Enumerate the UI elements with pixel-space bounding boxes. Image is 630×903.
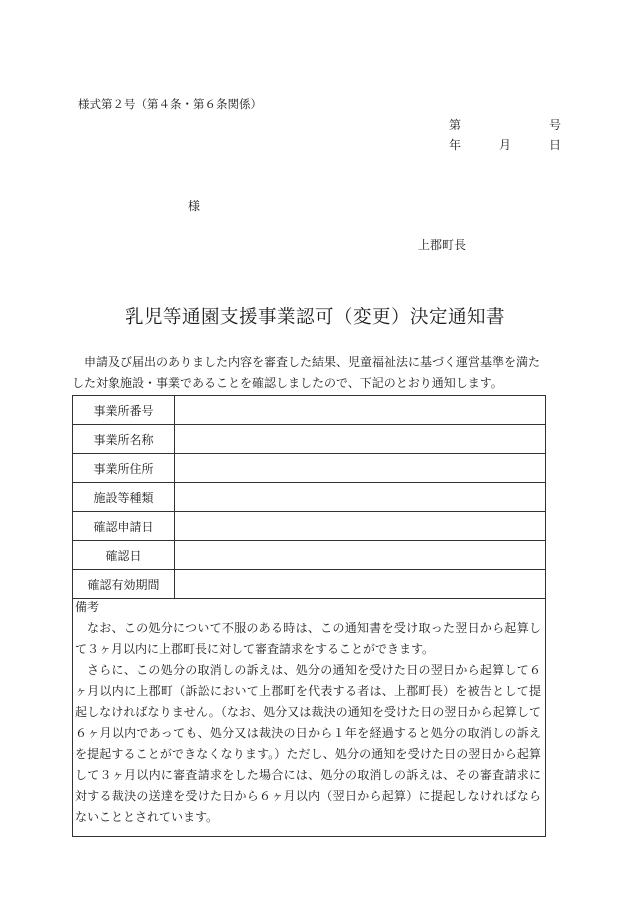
date-year: 年 bbox=[449, 138, 462, 152]
row-value-application-date bbox=[175, 512, 546, 541]
table-row bbox=[73, 396, 546, 425]
date-month: 月 bbox=[498, 138, 511, 152]
reference-suffix: 号 bbox=[548, 118, 561, 132]
reference-prefix: 第 bbox=[449, 118, 462, 132]
row-label-office-number: 事業所番号 bbox=[73, 396, 175, 425]
issue-date bbox=[449, 136, 561, 153]
row-label-application-date: 確認申請日 bbox=[73, 512, 175, 541]
row-label-validity-period: 確認有効期間 bbox=[73, 570, 175, 599]
remarks-heading: 備考 bbox=[75, 600, 100, 614]
reference-number bbox=[449, 116, 561, 133]
intro-text bbox=[72, 352, 546, 394]
intro-line-2: した対象施設・事業であることを確認しましたので、下記のとおり通知します。 bbox=[72, 376, 503, 390]
row-value-office-number bbox=[175, 396, 546, 425]
date-day: 日 bbox=[548, 138, 561, 152]
row-label-office-name: 事業所名称 bbox=[73, 425, 175, 454]
remarks-box bbox=[72, 595, 546, 837]
sender-name: 上郡町長 bbox=[418, 238, 467, 252]
row-label-office-address: 事業所住所 bbox=[73, 454, 175, 483]
row-value-confirmation-date bbox=[175, 541, 546, 570]
intro-line-1: 申請及び届出のありました内容を審査した結果、児童福祉法に基づく運営基準を満た bbox=[84, 355, 541, 369]
remarks-paragraph-1: なお、この処分について不服のある時は、この通知書を受け取った翌日から起算して３ヶ月以内に上郡町長に対して審査請求をすることができます。 bbox=[75, 621, 541, 656]
row-value-office-name bbox=[175, 425, 546, 454]
table-row bbox=[73, 454, 546, 483]
row-label-confirmation-date: 確認日 bbox=[73, 541, 175, 570]
form-number: 様式第２号（第４条・第６条関係） bbox=[78, 97, 262, 111]
row-value-facility-type bbox=[175, 483, 546, 512]
row-label-facility-type: 施設等種類 bbox=[73, 483, 175, 512]
addressee: 様 bbox=[188, 199, 201, 213]
table-row bbox=[73, 483, 546, 512]
info-table bbox=[72, 395, 546, 599]
remarks-paragraph-2: さらに、この処分の取消しの訴えは、処分の通知を受けた日の翌日から起算して６ヶ月以内に上郡町（訴訟において上郡町を代表する者は、上郡町長）を被告として提起しなければなりません。（なお、処分又は裁決の通知を受けた日の翌日から起算して６ヶ月以内であっても、処分又は裁決の日から１年を経過すると処分の取消しの訴えを提起することができなくなります。）ただし、処分の通知を受けた日の翌日から起算して３ヶ月以内に審査請求をした場合には、処分の取消しの訴えは、その審査請求に対する裁決の送達を受けた日から６ヶ月以内（翌日から起算）に提起しなければならないこととされています。 bbox=[75, 663, 541, 824]
table-row bbox=[73, 512, 546, 541]
table-row bbox=[73, 425, 546, 454]
table-row bbox=[73, 541, 546, 570]
document-title: 乳児等通園支援事業認可（変更）決定通知書 bbox=[124, 307, 505, 328]
row-value-office-address bbox=[175, 454, 546, 483]
